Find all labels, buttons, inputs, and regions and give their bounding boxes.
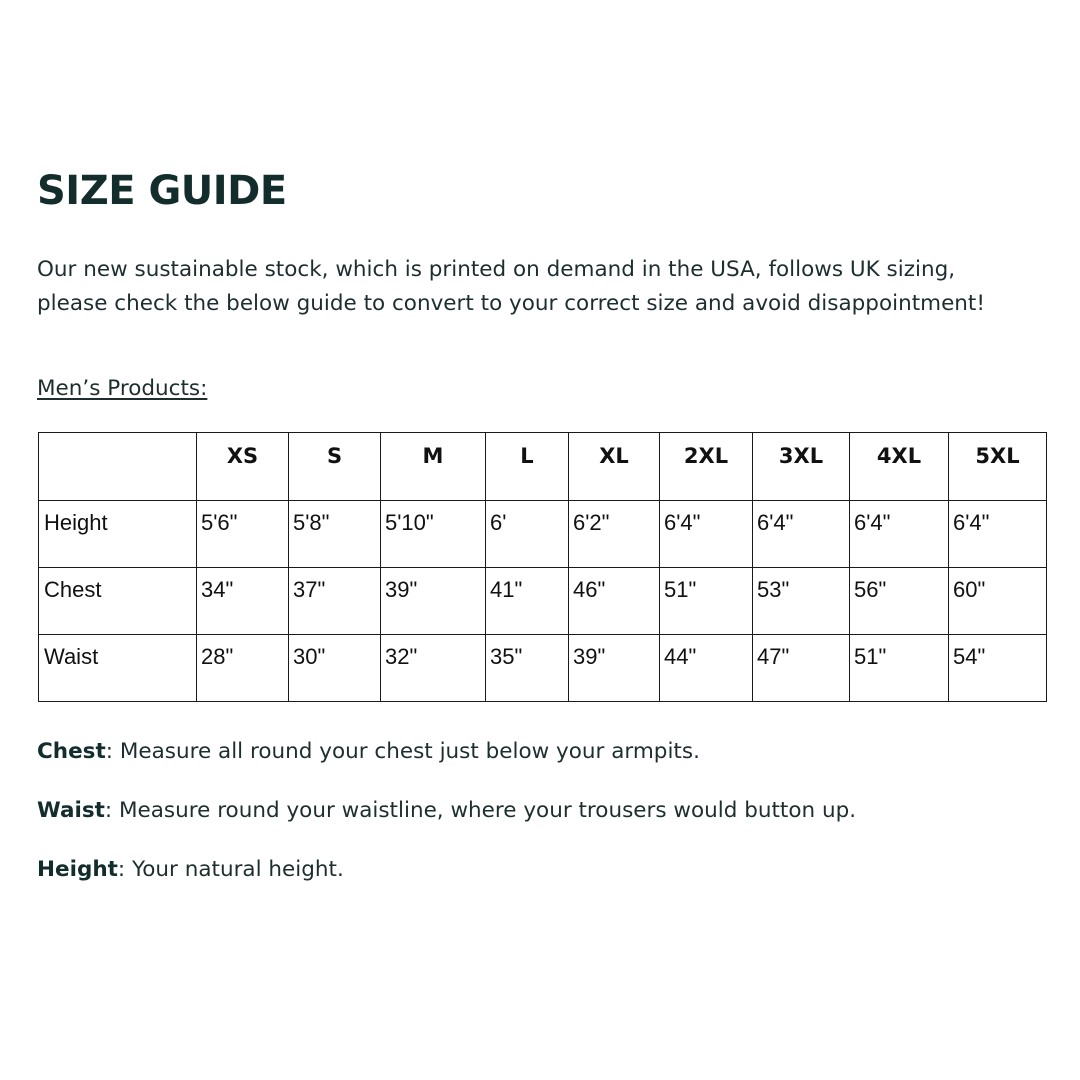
table-cell: 37" bbox=[289, 568, 381, 635]
table-cell: 5'6" bbox=[197, 501, 289, 568]
table-cell: 6'4" bbox=[660, 501, 753, 568]
table-cell: 53" bbox=[753, 568, 850, 635]
table-cell: 5'10" bbox=[381, 501, 486, 568]
column-header: 3XL bbox=[753, 433, 850, 501]
definition-term: Chest bbox=[37, 739, 106, 764]
table-row-height bbox=[39, 501, 1047, 568]
table-row-chest bbox=[39, 568, 1047, 635]
column-header: XS bbox=[197, 433, 289, 501]
definition-text: : Measure all round your chest just below your armpits. bbox=[105, 739, 700, 764]
section-heading-mens-products: Men’s Products: bbox=[37, 376, 208, 401]
table-cell: 44" bbox=[660, 635, 753, 702]
table-cell: 6'4" bbox=[753, 501, 850, 568]
size-table bbox=[38, 432, 1047, 702]
column-header: S bbox=[289, 433, 381, 501]
table-cell: 6'2" bbox=[569, 501, 660, 568]
column-header: L bbox=[486, 433, 569, 501]
table-cell: 6' bbox=[486, 501, 569, 568]
row-label: Height bbox=[39, 501, 197, 568]
column-header: XL bbox=[569, 433, 660, 501]
table-cell: 51" bbox=[660, 568, 753, 635]
row-label: Waist bbox=[39, 635, 197, 702]
row-label: Chest bbox=[39, 568, 197, 635]
measurement-definitions bbox=[37, 735, 856, 912]
table-cell: 32" bbox=[381, 635, 486, 702]
table-cell: 39" bbox=[381, 568, 486, 635]
table-cell: 34" bbox=[197, 568, 289, 635]
table-cell: 47" bbox=[753, 635, 850, 702]
definition-term: Waist bbox=[37, 798, 105, 823]
table-cell: 41" bbox=[486, 568, 569, 635]
table-cell: 30" bbox=[289, 635, 381, 702]
table-cell: 46" bbox=[569, 568, 660, 635]
column-header: 2XL bbox=[660, 433, 753, 501]
table-cell: 6'4" bbox=[949, 501, 1047, 568]
intro-paragraph: Our new sustainable stock, which is printed on demand in the USA, follows UK sizing, please check the below guide to convert to your correct size and avoid disappointment! bbox=[37, 257, 985, 316]
column-header: 5XL bbox=[949, 433, 1047, 501]
table-row-waist bbox=[39, 635, 1047, 702]
table-cell: 39" bbox=[569, 635, 660, 702]
column-header: M bbox=[381, 433, 486, 501]
table-header-row bbox=[39, 433, 1047, 501]
table-cell: 5'8" bbox=[289, 501, 381, 568]
table-cell: 51" bbox=[850, 635, 949, 702]
definition-height bbox=[37, 853, 856, 912]
table-cell: 35" bbox=[486, 635, 569, 702]
table-cell: 56" bbox=[850, 568, 949, 635]
table-cell: 6'4" bbox=[850, 501, 949, 568]
definition-chest bbox=[37, 735, 856, 794]
definition-term: Height bbox=[37, 857, 118, 882]
table-corner-cell bbox=[39, 433, 197, 501]
table-cell: 54" bbox=[949, 635, 1047, 702]
column-header: 4XL bbox=[850, 433, 949, 501]
definition-text: : Your natural height. bbox=[117, 857, 344, 882]
definition-waist bbox=[37, 794, 856, 853]
table-cell: 28" bbox=[197, 635, 289, 702]
table-cell: 60" bbox=[949, 568, 1047, 635]
page-title: SIZE GUIDE bbox=[37, 168, 287, 214]
definition-text: : Measure round your waistline, where your trousers would button up. bbox=[104, 798, 857, 823]
